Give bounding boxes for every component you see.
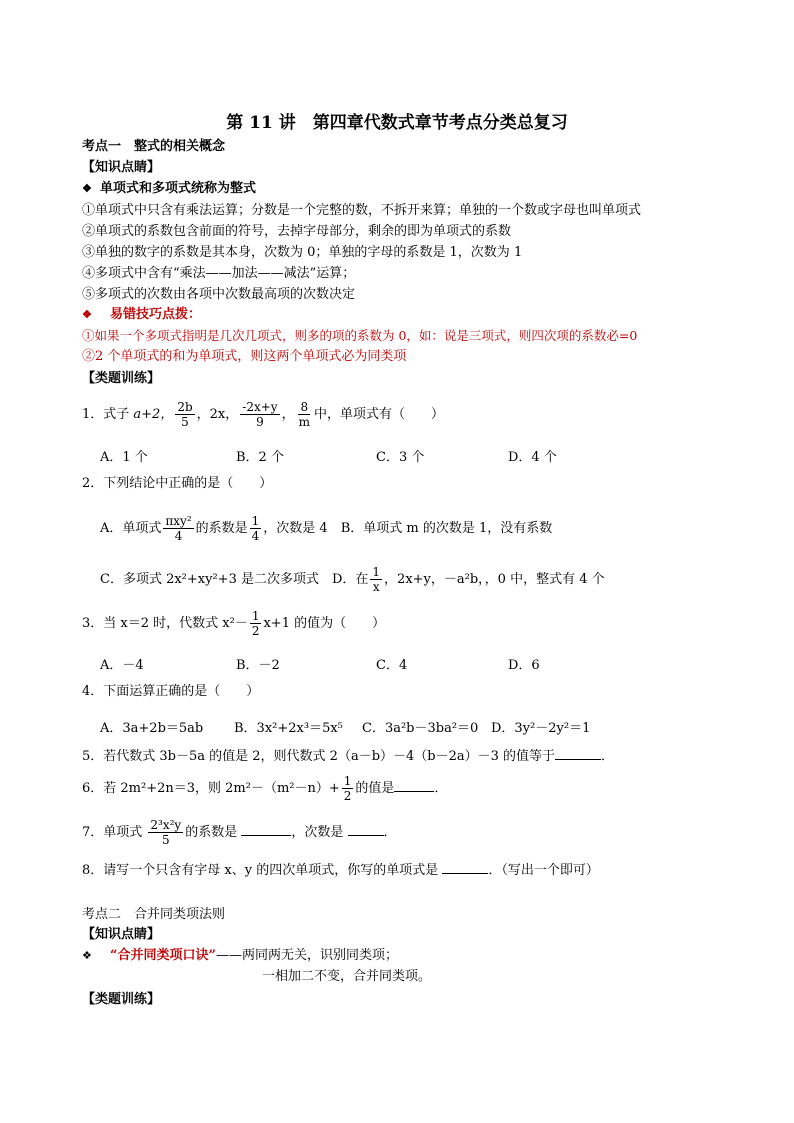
question-7 — [82, 814, 397, 852]
q6-suffix: 的值是 — [355, 781, 395, 796]
q1-f3-num: 8 — [300, 400, 309, 414]
q7-prefix: 7．单项式 — [82, 825, 147, 840]
rhyme-1: ——两同两无关，识别同类项； — [215, 948, 398, 963]
q3-fraction — [250, 609, 262, 638]
q5-text: 5．若代数式 3b－5a 的值是 2，则代数式 2（a－b）－4（b－2a）－3 的值等于 — [82, 749, 556, 764]
q1-term4: 中，单项式有（ ） — [313, 407, 444, 422]
q2-a-num: πxy² — [165, 514, 192, 528]
bullet-1-text: 单项式和多项式统称为整式 — [100, 181, 257, 196]
q3-option-d: D．6 — [508, 658, 540, 673]
q2-a-suffix: ，次数是 4 B．单项式 m 的次数是 1，没有系数 — [263, 521, 553, 536]
q7-coefficient-blank[interactable] — [241, 823, 291, 836]
q7-mid: 的系数是 — [185, 825, 242, 840]
q7-fraction — [148, 818, 183, 847]
question-2: 2．下列结论中正确的是（ ） — [82, 476, 273, 491]
q2-a-den: 4 — [174, 529, 183, 543]
bullet-1 — [82, 181, 256, 197]
q3-option-b: B．－2 — [236, 658, 280, 673]
q2-a-fraction — [163, 514, 193, 543]
diamond-icon: ❖ — [82, 949, 92, 962]
page-title: 第 11 讲 第四章代数式章节考点分类总复习 — [226, 113, 568, 133]
q2-a-fraction-2 — [250, 514, 262, 543]
q1-prefix: 1．式子 — [82, 407, 134, 422]
rhyme-label: “合并同类项口诀” — [110, 948, 216, 963]
q6-den: 2 — [343, 789, 352, 803]
section1-heading: 考点一 整式的相关概念 — [82, 139, 226, 154]
point-5: ⑤多项式的次数由各项中次数最高项的次数决定 — [82, 287, 356, 302]
q7-degree-blank[interactable] — [348, 823, 384, 836]
q2-line-cd — [100, 563, 605, 597]
q6-prefix: 6．若 2m²+2n＝3，则 2m²－（m²－n）+ — [82, 781, 340, 796]
point-2: ②单项式的系数包含前面的符号，去掉字母部分，剩余的即为单项式的系数 — [82, 224, 512, 239]
practice-label-2: 【类题训练】 — [82, 992, 161, 1007]
q1-f2-num: -2x+y — [242, 400, 278, 414]
question-3 — [82, 607, 385, 641]
q2-a2-den: 4 — [251, 529, 260, 543]
diamond-icon: ❖ — [82, 308, 92, 321]
question-6 — [82, 772, 447, 806]
q5-end: ． — [601, 749, 615, 764]
tip-1: ①如果一个多项式指明是几次几项式，则多的项的系数为 0，如：说是三项式，则四次项的系数必=0 — [82, 328, 638, 343]
q8-answer-blank[interactable] — [442, 861, 488, 874]
q2-d-den: x — [372, 580, 380, 594]
q2-a2-num: 1 — [251, 514, 260, 528]
q3-option-c: C．4 — [376, 658, 408, 673]
q1-term2: ，2x， — [196, 407, 239, 422]
q1-f2-den: 9 — [256, 415, 264, 429]
q2-d-num: 1 — [372, 565, 381, 579]
q1-option-d: D．4 个 — [508, 450, 557, 465]
q8-text: 8．请写一个只含有字母 x、y 的四次单项式，你写的单项式是 — [82, 863, 443, 878]
q1-option-b: B．2 个 — [236, 450, 284, 465]
q4-option-c: C．3a²b－3ba²＝0 — [362, 721, 479, 736]
q1-term1: a+2， — [133, 407, 174, 422]
diamond-icon: ❖ — [82, 182, 92, 195]
rhyme-line-2: 一相加二不变，合并同类项。 — [262, 969, 432, 984]
q1-f1-den: 5 — [181, 415, 189, 429]
q7-end: ． — [383, 825, 397, 840]
tips-label-text: 易错技巧点拨： — [110, 307, 202, 322]
q7-num: 2³x²y — [150, 818, 182, 832]
q2-line-ab — [100, 512, 552, 546]
q3-den: 2 — [251, 624, 260, 638]
q1-fraction-1 — [175, 400, 194, 429]
knowledge-label-2: 【知识点睛】 — [82, 927, 161, 942]
question-8 — [82, 861, 599, 879]
q3-suffix: x+1 的值为（ ） — [263, 616, 386, 631]
q2-a-mid: 的系数是 — [195, 521, 248, 536]
q3-num: 1 — [251, 609, 260, 623]
q1-term3: ， — [281, 407, 295, 422]
q6-num: 1 — [343, 774, 352, 788]
q5-answer-blank[interactable] — [555, 747, 601, 760]
q8-end: ．（写出一个即可） — [488, 863, 599, 878]
q3-option-a: A．－4 — [100, 658, 144, 673]
tips-label — [82, 307, 201, 323]
tip-2: ②2 个单项式的和为单项式，则这两个单项式必为同类项 — [82, 349, 407, 364]
q6-end: ． — [434, 781, 448, 796]
section2-heading: 考点二 合并同类项法则 — [82, 907, 226, 922]
q4-option-b: B．3x²+2x³＝5x⁵ — [234, 721, 343, 736]
point-1: ①单项式中只含有乘法运算；分数是一个完整的数，不拆开来算；单独的一个数或字母也叫单项式 — [82, 203, 642, 218]
q1-fraction-2 — [240, 400, 279, 429]
q2-d-fraction — [370, 565, 382, 594]
q7-den: 5 — [161, 833, 170, 847]
q1-option-c: C．3 个 — [376, 450, 425, 465]
knowledge-label-1: 【知识点睛】 — [82, 160, 161, 175]
question-4: 4．下面运算正确的是（ ） — [82, 684, 260, 699]
q2-c-text: C．多项式 2x²+xy²+3 是二次多项式 D．在 — [100, 572, 369, 587]
point-4: ④多项式中含有“乘法——加法——减法”运算； — [82, 266, 356, 281]
q6-fraction — [342, 774, 354, 803]
q7-mid2: ，次数是 — [291, 825, 348, 840]
question-5 — [82, 747, 614, 765]
rhyme-line-1 — [82, 948, 398, 964]
q1-fraction-3 — [297, 400, 312, 429]
point-3: ③单独的数字的系数是其本身，次数为 0；单独的字母的系数是 1，次数为 1 — [82, 245, 523, 260]
q4-option-a: A．3a+2b＝5ab — [100, 721, 204, 736]
q3-prefix: 3．当 x＝2 时，代数式 x²－ — [82, 616, 248, 631]
q2-d-suffix: ，2x+y，－a²b，，0 中，整式有 4 个 — [384, 572, 605, 587]
q2-a-prefix: A．单项式 — [100, 521, 162, 536]
q1-f3-den: m — [298, 415, 310, 429]
practice-label-1: 【类题训练】 — [82, 371, 161, 386]
q6-answer-blank[interactable] — [394, 779, 434, 792]
q1-option-a: A．1 个 — [100, 450, 148, 465]
question-1 — [82, 398, 444, 432]
q4-option-d: D．3y²－2y²＝1 — [491, 721, 591, 736]
q1-f1-num: 2b — [177, 400, 193, 414]
